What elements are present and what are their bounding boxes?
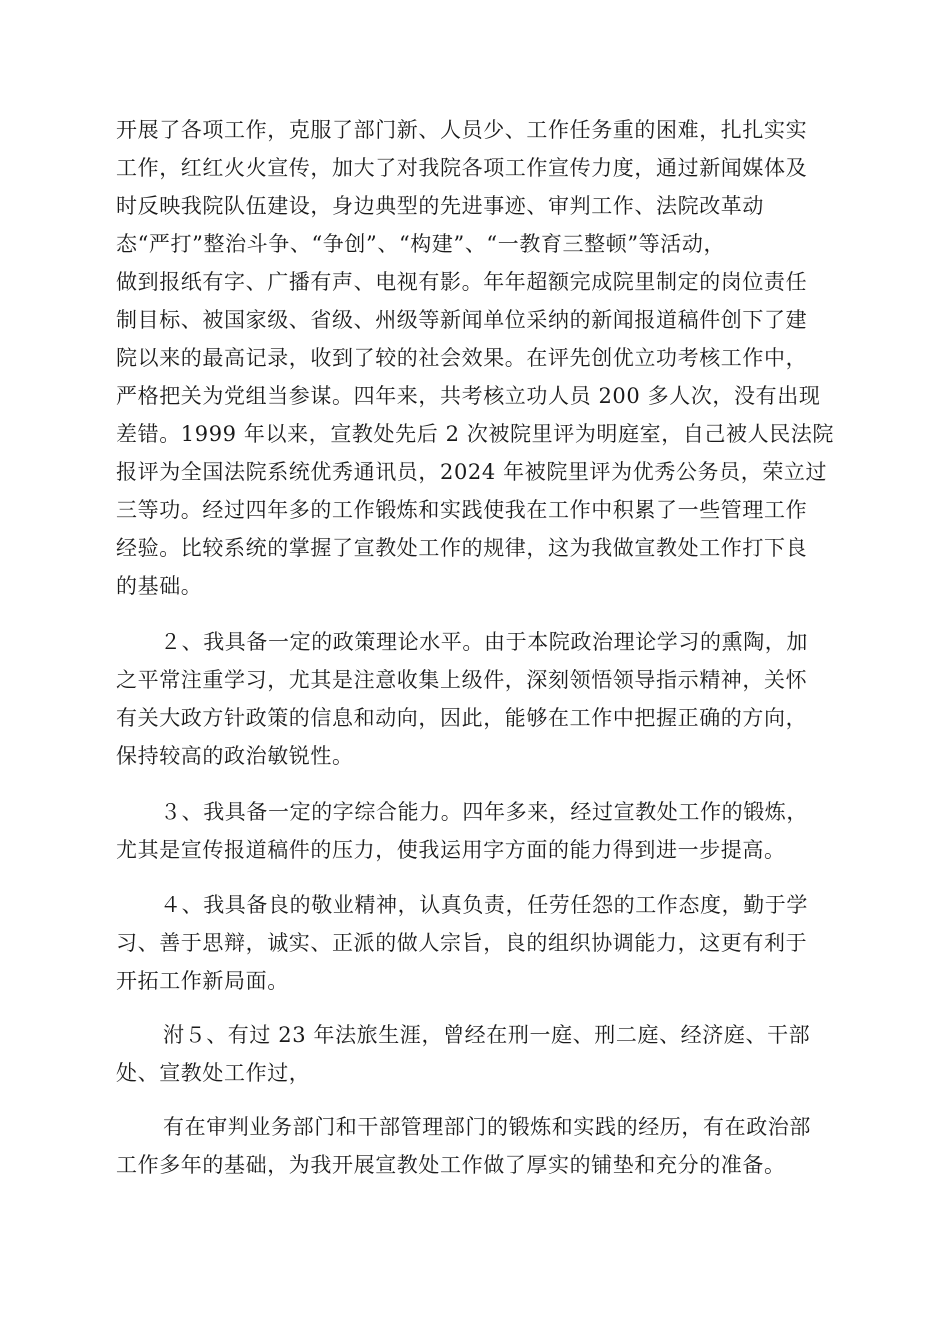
paragraph-1-line-4: 态“严打”整治斗争、“争创”、“构建”、“一教育三整顿”等活动， xyxy=(116,232,726,256)
paragraph-1-line-7: 院以来的最高记录，收到了较的社会效果。在评先创优立功考核工作中， xyxy=(116,346,808,370)
paragraph-2-line-1: ２、我具备一定的政策理论水平。由于本院政治理论学习的熏陶，加 xyxy=(160,630,808,654)
paragraph-1-line-2: 工作，红红火火宣传，加大了对我院各项工作宣传力度，通过新闻媒体及 xyxy=(116,156,808,180)
paragraph-1-line-6: 制目标、被国家级、省级、州级等新闻单位采纳的新闻报道稿件创下了建 xyxy=(116,308,808,332)
paragraph-2-line-3: 有关大政方针政策的信息和动向，因此，能够在工作中把握正确的方向， xyxy=(116,706,808,730)
paragraph-4-line-3: 开拓工作新局面。 xyxy=(116,969,289,993)
paragraph-3-line-1: ３、我具备一定的字综合能力。四年多来，经过宣教处工作的锻炼， xyxy=(160,800,808,824)
paragraph-1-line-12: 经验。比较系统的掌握了宣教处工作的规律，这为我做宣教处工作打下良 xyxy=(116,536,808,560)
paragraph-5-line-2: 处、宣教处工作过， xyxy=(116,1061,311,1085)
paragraph-1-line-1: 开展了各项工作，克服了部门新、人员少、工作任务重的困难，扎扎实实 xyxy=(116,118,808,142)
paragraph-2-line-2: 之平常注重学习，尤其是注意收集上级件，深刻领悟领导指示精神，关怀 xyxy=(116,668,808,692)
paragraph-1-line-5: 做到报纸有字、广播有声、电视有影。年年超额完成院里制定的岗位责任 xyxy=(116,270,808,294)
paragraph-1-line-10: 报评为全国法院系统优秀通讯员，2024 年被院里评为优秀公务员，荣立过 xyxy=(116,460,828,484)
paragraph-1-line-8: 严格把关为党组当参谋。四年来，共考核立功人员 200 多人次，没有出现 xyxy=(116,384,821,408)
paragraph-4-line-1: ４、我具备良的敬业精神，认真负责，任劳任怨的工作态度，勤于学 xyxy=(160,893,808,917)
paragraph-1-line-11: 三等功。经过四年多的工作锻炼和实践使我在工作中积累了一些管理工作 xyxy=(116,498,808,522)
paragraph-4-line-2: 习、善于思辩，诚实、正派的做人宗旨，良的组织协调能力，这更有利于 xyxy=(116,931,808,955)
paragraph-3-line-2: 尤其是宣传报道稿件的压力，使我运用字方面的能力得到进一步提高。 xyxy=(116,838,786,862)
paragraph-1-line-13: 的基础。 xyxy=(116,574,203,598)
paragraph-2-line-4: 保持较高的政治敏锐性。 xyxy=(116,744,354,768)
paragraph-6-line-2: 工作多年的基础，为我开展宣教处工作做了厚实的铺垫和充分的准备。 xyxy=(116,1153,786,1177)
paragraph-1-line-3: 时反映我院队伍建设，身边典型的先进事迹、审判工作、法院改革动 xyxy=(116,194,764,218)
paragraph-1-line-9: 差错。1999 年以来，宣教处先后 2 次被院里评为明庭室，自己被人民法院 xyxy=(116,422,835,446)
paragraph-5-line-1: 泭５、有过 23 年法旅生涯，曾经在刑一庭、刑二庭、经济庭、干部 xyxy=(163,1023,811,1047)
paragraph-6-line-1: 有在审判业务部门和干部管理部门的锻炼和实践的经历，有在政治部 xyxy=(163,1115,811,1139)
